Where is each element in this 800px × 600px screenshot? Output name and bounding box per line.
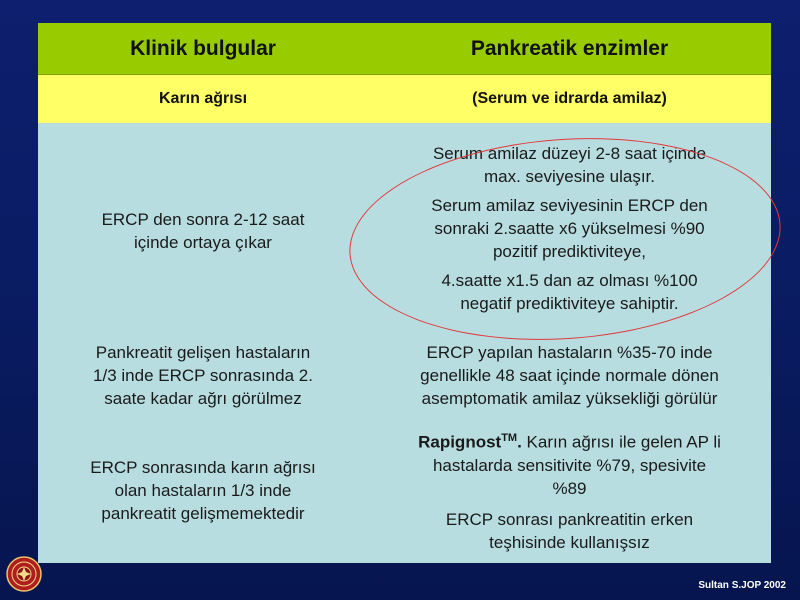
row3-right-cell [368,418,771,563]
header-pancreatic-enzymes: Pankreatik enzimler [368,23,771,75]
findings-table [38,23,771,563]
amylase-peak-paragraph [376,142,763,188]
row2-left-cell [38,333,368,418]
text-line: %89 [552,478,587,498]
text-line: 1/3 inde ERCP sonrasında 2. [93,366,313,385]
text-line: max. seviyesine ulaşır. [483,166,655,186]
table-row [38,333,771,418]
row2-right-cell [368,333,771,418]
text-line: ERCP yapılan hastaların %35-70 inde [426,343,713,362]
text-line: sonraki 2.saatte x6 yükselmesi %90 [434,218,705,238]
text-line: pozitif prediktiviteye, [492,241,647,261]
early-diagnosis-paragraph [376,508,763,554]
table-row [38,123,771,333]
header-clinical-findings: Klinik bulgular [38,23,368,75]
text-line: pankreatit gelişmemektedir [101,504,305,523]
table-row [38,418,771,563]
subheader-serum-urine-amylase: (Serum ve idrarda amilaz) [368,75,771,124]
text-line: olan hastaların 1/3 inde [114,481,292,500]
positive-predictive-paragraph [376,194,763,263]
rapignost-brand: Rapignost [418,432,502,452]
text-line [376,427,763,454]
text-fragment: Karın ağrısı ile gelen AP li [521,432,721,452]
negative-predictive-paragraph [376,269,763,315]
row1-left-line: içinde ortaya çıkar [134,233,272,252]
text-line: ERCP sonrası pankreatitin erken [445,509,694,529]
text-line: genellikle 48 saat içinde normale dönen [420,366,719,385]
row1-right-cell [368,123,771,333]
subheader-abdominal-pain: Karın ağrısı [38,75,368,124]
university-seal-icon [6,556,42,592]
citation-text: Sultan S.JOP 2002 [698,580,786,591]
text-line: hastalarda sensitivite %79, spesivite [432,455,707,475]
rapignost-paragraph [376,427,763,500]
text-line: 4.saatte x1.5 dan az olması %100 [441,270,698,290]
header-row [38,23,771,75]
text-line: asemptomatik amilaz yüksekliği görülür [421,389,718,408]
trademark-mark: TM [501,432,518,445]
text-line: ERCP sonrasında karın ağrısı [90,458,316,477]
text-line: Serum amilaz düzeyi 2-8 saat içinde [432,143,707,163]
text-line: negatif prediktiviteye sahiptir. [460,293,679,313]
text-line: Serum amilaz seviyesinin ERCP den [431,195,708,215]
row1-left-cell [38,123,368,333]
text-line: teşhisinde kullanışsız [489,532,650,552]
subheader-row [38,75,771,124]
row1-left-line: ERCP den sonra 2-12 saat [101,210,305,229]
row3-left-cell [38,418,368,563]
brand-dot: . [517,432,522,452]
text-line: Pankreatit gelişen hastaların [95,343,311,362]
text-line: saate kadar ağrı görülmez [104,389,302,408]
